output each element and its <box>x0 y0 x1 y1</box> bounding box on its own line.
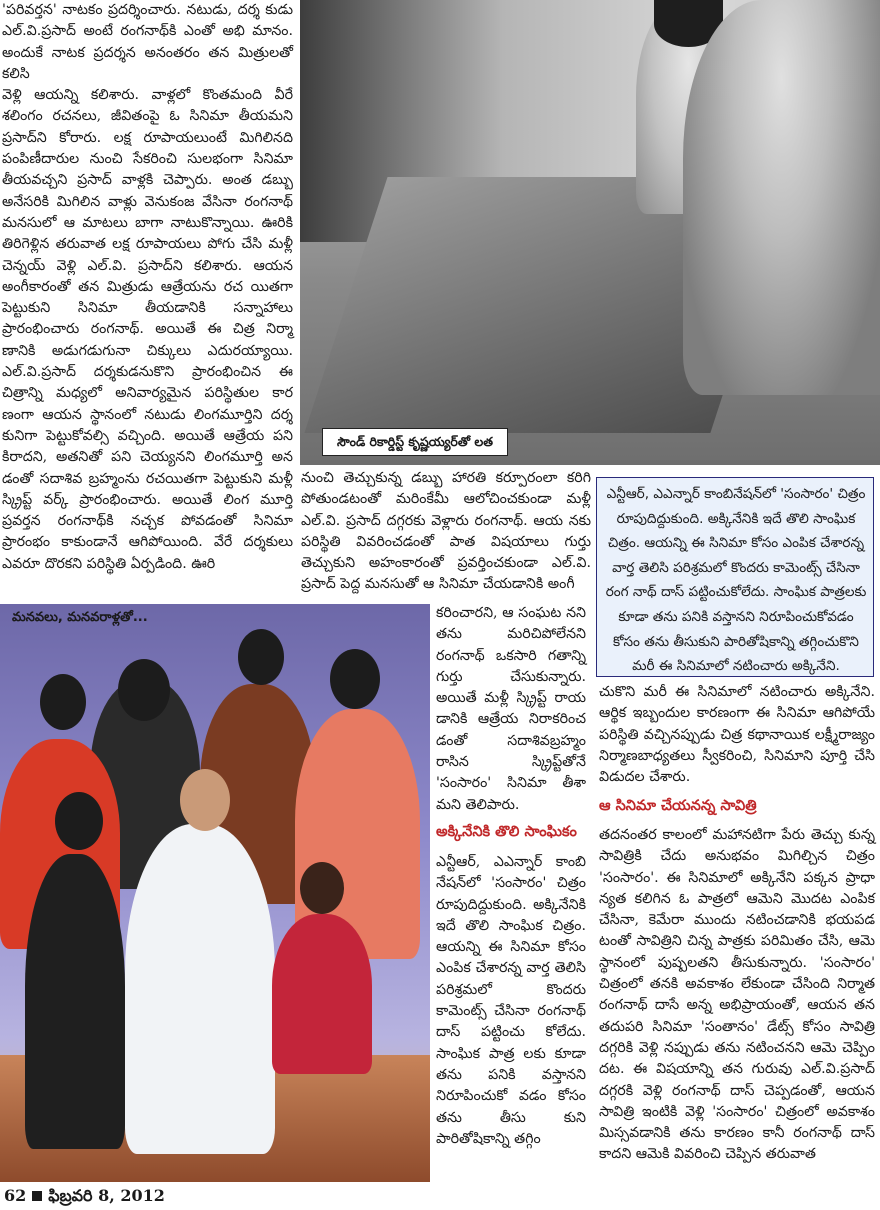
photo-man-figure <box>683 0 880 395</box>
page-footer <box>4 1186 165 1209</box>
heading-akkineni-first-social: అక్కినేనికి తొలి సాంఘికం <box>436 824 577 840</box>
highlight-box <box>596 477 874 677</box>
article-column-1-intro <box>2 0 293 575</box>
article-column-3-b: తదనంతర కాలంలో మహానటిగా పేరు తెచ్చు కున్న సావిత్రికి చేదు అనుభవం మిగిల్చిన చిత్రం 'సంసారం'. ఈ సినిమాలో అక్కినేని పక్కన ప్రాధా న్యత కలిగిన ఓ పాత్రలో ఆమెని మొదట ఎంపిక చేసినా, కెమేరా ముందు నటించడానికి భయపడ టంతో సావిత్రిని చిన్న పాత్రకు పరిమితం చేసి, ఆమె స్థానంలో పుష్పలతని తీసుకున్నారు. 'సంసారం' చిత్రంలో తనకి అవకాశం లేకుండా చేసింది నిర్మాత రంగనాథ్ దాసే అన్న అభిప్రాయంతో, ఆయన తన తదుపరి సినిమా 'సంతానం' డేట్స్ కోసం సావిత్రి దగ్గరికి వెళ్లి నప్పుడు తను నటించనని ఆమె చెప్పిం దట. ఈ విషయాన్ని తన గురువు ఎల్.వి.ప్రసాద్ దగ్గరకి వెళ్లి రంగనాథ్ దాస్ చెప్పడంతో, ఆయన సావిత్రి ఇంటికి వెళ్లి 'సంసారం' చిత్రంలో అవకాశం మిస్సవడానికి తను కారణం కానీ రంగనాథ్ దాస్ కాదని ఆమెకి వివరించి చెప్పిన తరువాత <box>599 827 875 1163</box>
photo-person-grandfather <box>125 824 275 1154</box>
photo-head <box>330 649 380 709</box>
photo-caption: సౌండ్ రికార్డిస్ట్ కృష్ణయ్యర్‌తో లత <box>322 428 508 456</box>
photo-head <box>238 629 284 685</box>
photo-head <box>300 862 344 914</box>
highlight-box-text: ఎన్టీఆర్, ఎఎన్నార్ కాంబినేషన్‌లో 'సంసారం' చిత్రం రూపుదిద్దుకుంది. అక్కినేనికి ఇదే తొలి సాంఘిక చిత్రం. ఆయన్ని ఈ సినిమా కోసం ఎంపిక చేశారన్న వార్త తెలిసి పరిశ్రమలో కొందరు కామెంట్స్ చేసినా రంగ నాథ్ దాస్ పట్టించుకోలేదు. సాంఘిక పాత్రలకు కూడా తను పనికి వస్తానని నిరూపించుకోవడం కోసం తను తీసుకుని పారితోషికాన్ని తగ్గించుకొని మరీ ఈ సినిమాలో నటించారు అక్కినేని. <box>605 486 867 675</box>
photo-person-small-boy <box>25 854 125 1149</box>
article-column-2-continuation: నుంచి తెచ్చుకున్న డబ్బు హారతి కర్పూరంలా కరిగి పోతుండటంతో మరింకేమీ ఆలోచించకుండా మళ్లీ ఎల్.వి. ప్రసాద్ దగ్గరకు వెళ్లారు రంగనాథ్. ఆయ నకు పరిస్థితి వివరించడంతో పాత విషయాలు గుర్తు తెచ్చుకుని అహంకారంతో ప్రవర్తించకుండా ఎల్.వి. ప్రసాద్ పెద్ద మనసుతో ఆ సినిమా చేయడానికి అంగీ <box>301 470 591 593</box>
issue-date: ఫిబ్రవరి 8, 2012 <box>48 1186 165 1205</box>
photo-family-grandchildren <box>0 604 430 1182</box>
page-number: 62 <box>4 1186 27 1205</box>
heading-savitri: ఆ సినిమా చేయనన్న సావిత్రి <box>599 798 757 814</box>
photo-person-small-girl <box>272 914 372 1074</box>
paragraph: వెళ్లి ఆయన్ని కలిశారు. వాళ్లలో కొంతమంది వీరే శలింగం రచనలు, జీవితంపై ఓ సినిమా తీయమని ప్రసాద్‌ని కోరారు. లక్ష రూపాయలుంటే మిగిలినది పంపిణీదారుల నుంచి సేకరించి సులభంగా సినిమా తీయవచ్చని ప్రసాద్ వాళ్లకి చెప్పారు. అంత డబ్బు అనేసరికి మిగిలిన వాళ్లు వెనుకంజ వేసినా రంగనాథ్ మనసులో ఆ మాటలు బాగా నాటుకొన్నాయి. ఊరికి తిరిగెళ్లిన తరువాత లక్ష రూపాయలు పోగు చేసి మళ్లీ చెన్నయ్ వెళ్లి ఎల్.వి. ప్రసాద్‌ని కలిశారు. ఆయన అంగీకారంతో తన మిత్రుడు ఆత్రేయను రచ యితగా పెట్టుకుని సినిమా తీయడానికి సన్నాహాలు ప్రారంభించారు రంగనాథ్. అయితే ఈ చిత్ర నిర్మా ణానికి అడుగడుగునా చిక్కులు ఎదురయ్యాయి. ఎల్.వి.ప్రసాద్ దర్శకుడనుకొని ప్రారంభించిన ఈ చిత్రాన్ని మధ్యలో అనివార్యమైన పరిస్థితుల కార ణంగా ఆయన స్థానంలో నటుడు లింగమూర్తిని దర్శ కునిగా పెట్టుకోవల్సి వచ్చింది. అయితే ఆత్రేయ పని కిరాదని, అతనితో పని చెయ్యనని లింగమూర్తి అన డంతో సదాశివ బ్రహ్మంను రచయితగా పెట్టుకుని మళ్లీ స్క్రిప్ట్ వర్క్ ప్రారంభించారు. అయితే లింగ మూర్తి ప్రవర్తన రంగనాథ్‌కి నచ్చక పోవడంతో సినిమా ప్రారంభం కాకుండానే ఆగిపోయింది. వేరే దర్శకులు ఎవరూ దొరకని పరిస్థితి ఏర్పడింది. ఊరి <box>2 87 293 572</box>
paragraph: 'పరివర్తన' నాటకం ప్రదర్శించారు. నటుడు, దర్శ కుడు ఎల్.వి.ప్రసాద్ అంటే రంగనాథ్‌కి ఎంతో అభి మానం. అందుకే నాటక ప్రదర్శన అనంతరం తన మిత్రులతో కలిసి <box>2 2 293 82</box>
article-column-3-a: చుకొని మరీ ఈ సినిమాలో నటించారు అక్కినేని. ఆర్థిక ఇబ్బందుల కారణంగా ఈ సినిమా ఆగిపోయే పరిస్థితి వచ్చినప్పుడు చిత్ర కథానాయిక లక్ష్మీరాజ్యం నిర్మాణబాధ్యతలు స్వీకరించి, సినిమాని పూర్తి చేసి విడుదల చేశారు. <box>599 684 875 786</box>
photo-head <box>40 674 86 730</box>
photo-lata-with-sound-recordist <box>300 0 880 465</box>
footer-separator <box>32 1191 42 1201</box>
article-narrow-column-2: ఎన్టీఆర్, ఎఎన్నార్ కాంబి నేషన్‌లో 'సంసారం' చిత్రం రూపుదిద్దుకుంది. అక్కినేనికి ఇదే తొలి సాంఘిక చిత్రం. ఆయన్ని ఈ సినిమా కోసం ఎంపిక చేశారన్న వార్త తెలిసి పరిశ్రమలో కొందరు కామెంట్స్ చేసినా రంగనాథ్ దాస్ పట్టించు కోలేదు. సాంఘిక పాత్ర లకు కూడా తను పనికి వస్తానని నిరూపించుకో వడం కోసం తను తీసు కుని పారితోషికాన్ని తగ్గిం <box>436 854 586 1147</box>
photo-face <box>180 769 230 831</box>
photo-head <box>118 659 170 721</box>
photo-label: మనవలు, మనవరాళ్లతో... <box>12 610 148 625</box>
article-narrow-column-1: కరించారని, ఆ సంఘట నని తను మరిచిపోలేనని రంగనాథ్ ఒకసారి గతాన్ని గుర్తు చేసుకున్నారు. అయితే మళ్లీ స్క్రిప్ట్ రాయ డానికి ఆత్రేయ నిరాకరించ డంతో సదాశివబ్రహ్మం రాసిన స్క్రిప్ట్‌తోనే 'సంసారం' సినిమా తీశా మని తెలిపారు. <box>436 605 586 813</box>
photo-head <box>55 792 103 850</box>
